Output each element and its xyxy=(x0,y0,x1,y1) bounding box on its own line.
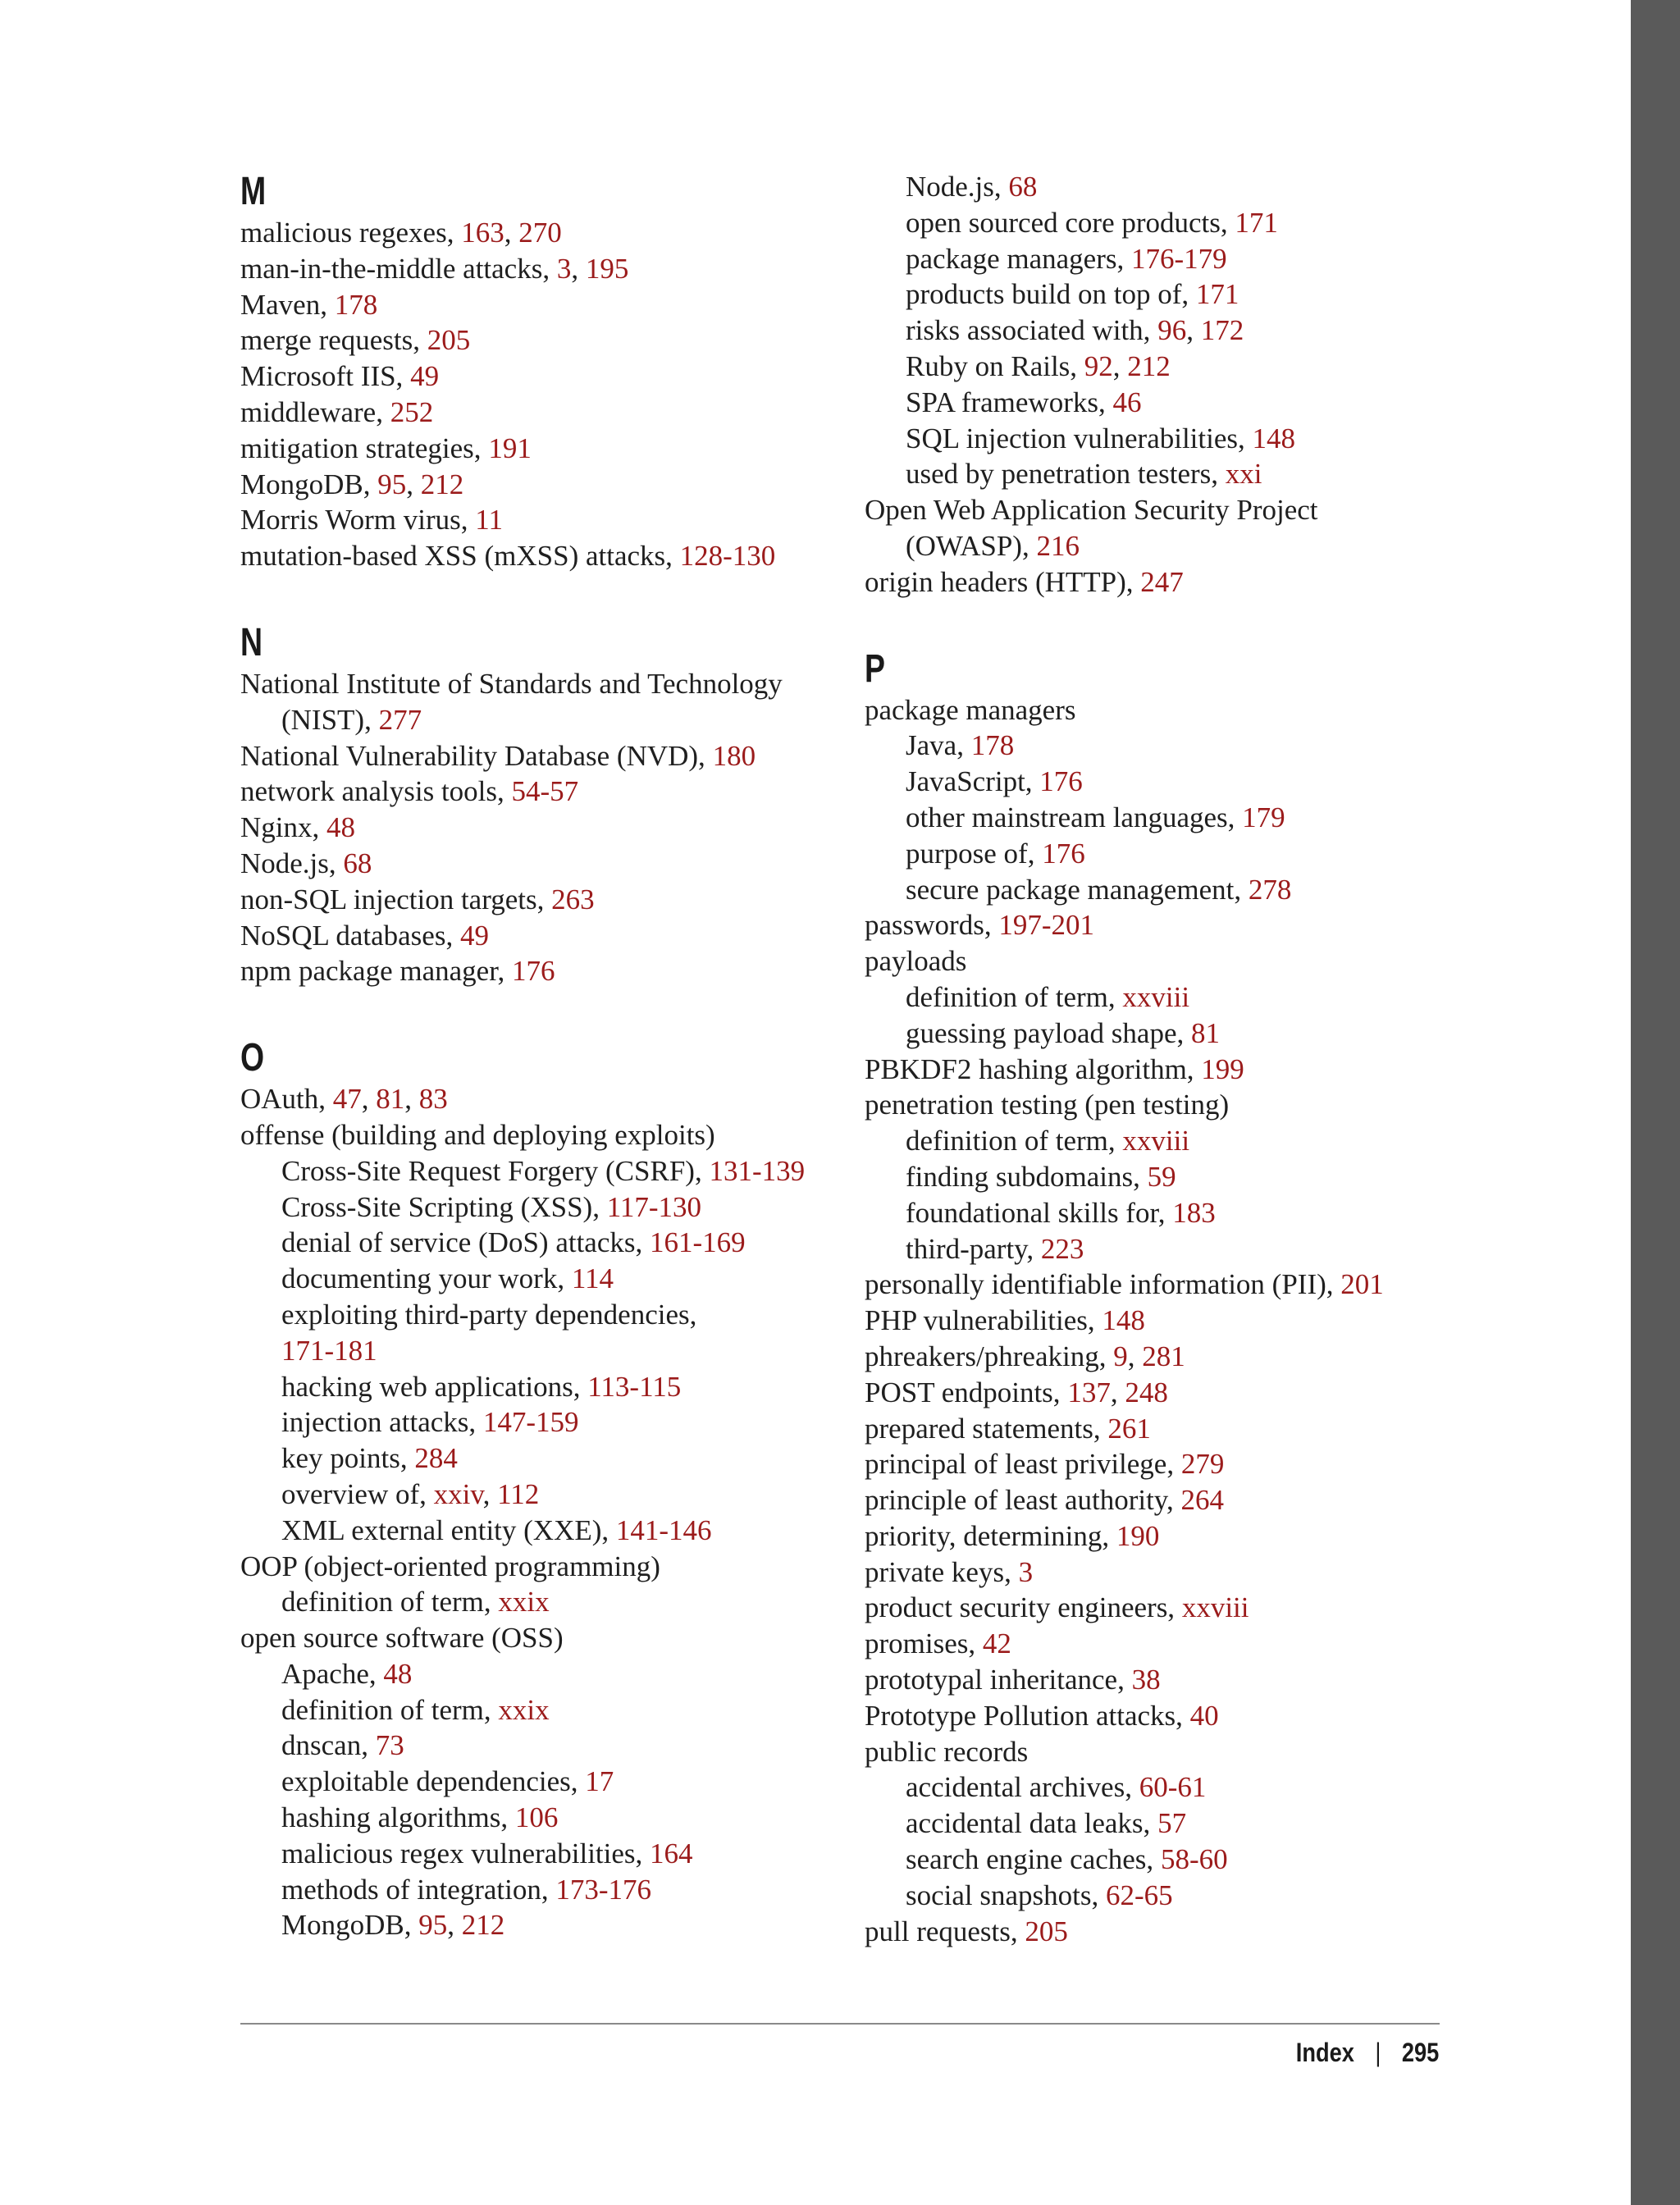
page-reference-link[interactable]: 81 xyxy=(376,1083,405,1116)
page-reference-link[interactable]: 270 xyxy=(518,217,562,249)
page-reference-link[interactable]: 60-61 xyxy=(1139,1771,1207,1804)
page-reference-link[interactable]: 264 xyxy=(1180,1484,1225,1517)
index-term: third-party, xyxy=(906,1232,1041,1265)
page-reference-link[interactable]: 176 xyxy=(1039,765,1083,798)
page-reference-link[interactable]: 161-169 xyxy=(650,1226,746,1259)
page-reference-link[interactable]: 40 xyxy=(1189,1699,1219,1732)
index-term: OOP (object-oriented programming) xyxy=(240,1550,660,1582)
index-entry xyxy=(865,1303,1603,1339)
page-reference-link[interactable]: 199 xyxy=(1201,1052,1244,1085)
index-subentry xyxy=(240,1800,847,1836)
index-subentry xyxy=(240,1440,847,1477)
index-column-left xyxy=(240,169,847,1943)
index-subentry xyxy=(240,1153,847,1189)
section-letter: O xyxy=(240,1036,265,1080)
page-reference-link[interactable]: xxiv xyxy=(433,1477,483,1510)
page-reference-link[interactable]: 68 xyxy=(1008,171,1038,203)
index-term: NoSQL databases, xyxy=(240,919,460,952)
page-reference-link[interactable]: 164 xyxy=(650,1837,693,1869)
page-reference-link[interactable]: 178 xyxy=(334,288,378,321)
page-reference-link[interactable]: 3 xyxy=(556,252,572,285)
index-term: promises, xyxy=(865,1628,983,1660)
index-subentry xyxy=(240,1728,847,1764)
index-entry xyxy=(240,502,847,538)
section-gap xyxy=(240,989,847,1035)
page-reference-link[interactable]: xxix xyxy=(498,1693,550,1726)
index-entry xyxy=(240,1549,847,1585)
index-entry xyxy=(865,1734,1603,1770)
index-subentry: risks associated with, 96, 172 xyxy=(906,314,1244,347)
page-reference-link[interactable]: 197-201 xyxy=(998,909,1094,942)
page-reference-link[interactable]: xxi xyxy=(1225,458,1262,491)
index-term: penetration testing (pen testing) xyxy=(865,1089,1230,1121)
page-reference-link[interactable]: 278 xyxy=(1248,873,1292,906)
index-subentry xyxy=(865,169,1603,205)
index-term: products build on top of, xyxy=(906,278,1196,311)
index-entry xyxy=(240,810,847,846)
page-reference-link[interactable]: 73 xyxy=(375,1729,404,1762)
page-reference-link[interactable]: 117-130 xyxy=(606,1190,702,1223)
page-reference-link[interactable]: 57 xyxy=(1157,1807,1187,1840)
page-reference-link[interactable]: xxix xyxy=(498,1586,550,1618)
index-subentry xyxy=(865,1806,1603,1842)
index-term: hacking web applications, xyxy=(281,1370,588,1403)
page-reference-link[interactable]: 281 xyxy=(1142,1340,1185,1372)
index-term: middleware, xyxy=(240,395,390,428)
index-entry xyxy=(240,774,847,810)
index-entry: man-in-the-middle attacks, 3, 195 xyxy=(240,252,629,285)
page-reference-link[interactable]: 83 xyxy=(418,1083,448,1116)
index-subentry xyxy=(865,1842,1603,1878)
index-entry xyxy=(865,1052,1603,1088)
index-term: overview of, xyxy=(281,1477,434,1510)
index-entry xyxy=(240,918,847,954)
index-entry xyxy=(865,943,1603,979)
index-term: accidental data leaks, xyxy=(906,1807,1158,1840)
index-term: Morris Worm virus, xyxy=(240,504,476,536)
index-term: POST endpoints, xyxy=(865,1376,1068,1408)
index-term: definition of term, xyxy=(906,980,1123,1013)
index-term: dnscan, xyxy=(281,1729,376,1762)
page-reference-link[interactable]: 176 xyxy=(511,955,555,988)
index-term: Cross-Site Request Forgery (CSRF), xyxy=(281,1154,710,1187)
page-edge-bar xyxy=(1631,0,1680,2205)
index-term: social snapshots, xyxy=(906,1879,1107,1911)
index-term: purpose of, xyxy=(906,837,1043,870)
index-subentry xyxy=(865,1195,1603,1231)
page-reference-link[interactable]: 11 xyxy=(475,504,503,536)
index-entry xyxy=(240,287,847,323)
index-entry xyxy=(865,1626,1603,1662)
index-entry xyxy=(240,882,847,918)
page-reference-link[interactable]: 92 xyxy=(1084,349,1113,382)
index-entry xyxy=(865,1482,1603,1518)
page-reference-link[interactable]: 95 xyxy=(377,468,407,500)
index-entry xyxy=(865,1554,1603,1591)
index-term: mitigation strategies, xyxy=(240,431,489,464)
page-reference-link[interactable]: 96 xyxy=(1157,314,1187,347)
index-term: non-SQL injection targets, xyxy=(240,883,552,915)
index-term: secure package management, xyxy=(906,873,1249,906)
index-entry xyxy=(865,1087,1603,1123)
footer-rule xyxy=(240,2023,1440,2025)
index-subentry xyxy=(240,1333,847,1369)
section-gap xyxy=(240,574,847,620)
index-term: National Institute of Standards and Technology xyxy=(240,667,783,700)
index-term: Java, xyxy=(906,729,971,762)
index-term: SQL injection vulnerabilities, xyxy=(906,422,1253,454)
index-term: guessing payload shape, xyxy=(906,1016,1191,1049)
index-term: key points, xyxy=(281,1442,415,1475)
index-term: National Vulnerability Database (NVD), xyxy=(240,739,713,772)
index-entry xyxy=(865,1518,1603,1554)
page-reference-link[interactable]: 171-181 xyxy=(281,1334,377,1367)
index-entry xyxy=(240,738,847,774)
page-reference-link[interactable]: 17 xyxy=(585,1765,614,1798)
page-reference-link[interactable]: 58-60 xyxy=(1160,1843,1228,1876)
index-subentry: Ruby on Rails, 92, 212 xyxy=(906,349,1171,382)
index-subentry xyxy=(240,1261,847,1297)
page-reference-link[interactable]: 147-159 xyxy=(482,1406,579,1439)
index-entry xyxy=(865,1446,1603,1482)
index-entry xyxy=(865,1698,1603,1734)
index-subentry xyxy=(865,764,1603,800)
index-term: PHP vulnerabilities, xyxy=(865,1304,1102,1337)
page-footer xyxy=(1296,2036,1439,2069)
index-subentry: MongoDB, 95, 212 xyxy=(281,1909,505,1942)
page-reference-link[interactable]: 277 xyxy=(378,703,422,736)
page-reference-link[interactable]: 176 xyxy=(1042,837,1085,870)
page-reference-link[interactable]: xxviii xyxy=(1181,1591,1249,1624)
page-reference-link[interactable]: 205 xyxy=(1025,1915,1068,1947)
index-entry xyxy=(865,1590,1603,1626)
index-subentry xyxy=(865,1159,1603,1195)
index-term: finding subdomains, xyxy=(906,1160,1148,1193)
index-subentry xyxy=(240,1656,847,1692)
index-term: principle of least authority, xyxy=(865,1484,1181,1517)
index-subentry xyxy=(240,1513,847,1549)
page-reference-link[interactable]: 106 xyxy=(514,1801,559,1834)
page-reference-link[interactable]: 113-115 xyxy=(587,1370,682,1403)
index-subentry xyxy=(240,702,847,738)
index-entry xyxy=(865,1411,1603,1447)
index-term: definition of term, xyxy=(906,1125,1123,1157)
index-term: Cross-Site Scripting (XSS), xyxy=(281,1190,607,1223)
index-term: PBKDF2 hashing algorithm, xyxy=(865,1052,1202,1085)
page-reference-link[interactable]: 112 xyxy=(497,1477,540,1510)
index-term: exploitable dependencies, xyxy=(281,1765,586,1798)
index-term: SPA frameworks, xyxy=(906,386,1113,418)
index-term: hashing algorithms, xyxy=(281,1801,515,1834)
page-reference-link[interactable]: 178 xyxy=(970,729,1015,762)
page-reference-link[interactable]: 190 xyxy=(1116,1519,1160,1552)
index-term: open sourced core products, xyxy=(906,206,1235,239)
index-column-right xyxy=(865,169,1603,1949)
index-term: public records xyxy=(865,1735,1029,1768)
index-term: exploiting third-party dependencies, xyxy=(281,1298,697,1331)
index-term: prepared statements, xyxy=(865,1412,1108,1445)
index-term: malicious regexes, xyxy=(240,217,462,249)
index-entry xyxy=(240,395,847,431)
index-term: principal of least privilege, xyxy=(865,1448,1181,1481)
index-entry xyxy=(865,492,1603,528)
index-subentry xyxy=(865,979,1603,1016)
index-entry xyxy=(240,666,847,702)
index-term: methods of integration, xyxy=(281,1873,556,1906)
page-reference-link[interactable]: 9 xyxy=(1113,1340,1128,1372)
index-entry xyxy=(240,1117,847,1153)
section-letter: P xyxy=(865,646,885,691)
index-term: priority, determining, xyxy=(865,1519,1116,1552)
page-reference-link[interactable]: 68 xyxy=(343,847,372,879)
index-term: JavaScript, xyxy=(906,765,1040,798)
index-subentry xyxy=(240,1369,847,1405)
page-reference-link[interactable]: 128-130 xyxy=(679,540,776,573)
index-subentry xyxy=(865,276,1603,313)
index-entry xyxy=(240,953,847,989)
page-reference-link[interactable]: 248 xyxy=(1125,1376,1168,1408)
index-subentry xyxy=(240,1836,847,1872)
page-reference-link[interactable]: 48 xyxy=(383,1657,413,1690)
index-entry xyxy=(865,1267,1603,1303)
index-entry: phreakers/phreaking, 9, 281 xyxy=(865,1340,1185,1372)
index-subentry xyxy=(865,1016,1603,1052)
index-entry xyxy=(240,358,847,395)
index-term: XML external entity (XXE), xyxy=(281,1513,616,1546)
page-reference-link[interactable]: 49 xyxy=(410,360,440,393)
page-reference-link[interactable]: 42 xyxy=(982,1628,1011,1660)
section-letter: N xyxy=(240,620,263,664)
page-reference-link[interactable]: 114 xyxy=(571,1262,614,1295)
index-subentry xyxy=(865,456,1603,492)
index-term: MongoDB, xyxy=(281,1909,419,1942)
index-subentry xyxy=(240,1764,847,1800)
index-subentry xyxy=(240,1404,847,1440)
index-entry: OAuth, 47, 81, 83 xyxy=(240,1083,448,1116)
index-term: npm package manager, xyxy=(240,955,512,988)
index-term: Node.js, xyxy=(240,847,344,879)
index-subentry xyxy=(240,1692,847,1728)
index-term: offense (building and deploying exploits) xyxy=(240,1118,715,1151)
index-term: risks associated with, xyxy=(906,314,1158,347)
footer-label: Index xyxy=(1295,2038,1354,2067)
index-subentry xyxy=(865,205,1603,241)
index-entry xyxy=(865,564,1603,600)
page-reference-link[interactable]: 247 xyxy=(1140,565,1184,598)
index-entry: malicious regexes, 163, 270 xyxy=(240,217,562,249)
page-reference-link[interactable]: 148 xyxy=(1252,422,1296,454)
page-reference-link[interactable]: 205 xyxy=(427,324,471,357)
index-subentry xyxy=(240,1297,847,1333)
index-term: package managers, xyxy=(906,242,1131,275)
index-entry xyxy=(865,1662,1603,1698)
index-term: definition of term, xyxy=(281,1693,499,1726)
page-reference-link[interactable]: 284 xyxy=(414,1442,458,1475)
index-subentry: overview of, xxiv, 112 xyxy=(281,1477,540,1510)
index-term: network analysis tools, xyxy=(240,775,512,808)
index-subentry xyxy=(865,1878,1603,1914)
index-term: Maven, xyxy=(240,288,335,321)
index-term: Node.js, xyxy=(906,171,1009,203)
index-term: used by penetration testers, xyxy=(906,458,1226,491)
page-reference-link[interactable]: 54-57 xyxy=(511,775,579,808)
index-term: Apache, xyxy=(281,1657,384,1690)
index-entry: MongoDB, 95, 212 xyxy=(240,468,464,500)
index-term: (OWASP), xyxy=(906,529,1037,562)
page-reference-link[interactable]: 137 xyxy=(1067,1376,1111,1408)
index-term: accidental archives, xyxy=(906,1771,1139,1804)
page-reference-link[interactable]: 172 xyxy=(1200,314,1244,347)
page-reference-link[interactable]: 46 xyxy=(1112,386,1142,418)
index-term: Prototype Pollution attacks, xyxy=(865,1699,1190,1732)
index-term: prototypal inheritance, xyxy=(865,1664,1132,1696)
index-term: pull requests, xyxy=(865,1915,1025,1947)
index-entry xyxy=(865,692,1603,728)
footer-separator: | xyxy=(1375,2038,1381,2067)
section-gap xyxy=(865,600,1603,646)
index-term: Nginx, xyxy=(240,811,326,844)
index-term: origin headers (HTTP), xyxy=(865,565,1141,598)
index-subentry xyxy=(865,728,1603,764)
page-reference-link[interactable]: xxviii xyxy=(1122,1125,1190,1157)
page-reference-link[interactable]: 163 xyxy=(461,217,504,249)
index-subentry xyxy=(865,1123,1603,1159)
index-term: injection attacks, xyxy=(281,1406,483,1439)
page-reference-link[interactable]: 131-139 xyxy=(709,1154,806,1187)
index-term: MongoDB, xyxy=(240,468,378,500)
page-reference-link[interactable]: 3 xyxy=(1018,1555,1034,1588)
index-term: OAuth, xyxy=(240,1083,333,1116)
index-entry xyxy=(240,322,847,358)
page-reference-link[interactable]: 49 xyxy=(459,919,489,952)
index-term: Open Web Application Security Project xyxy=(865,494,1318,527)
page-reference-link[interactable]: 95 xyxy=(418,1909,448,1942)
index-subentry xyxy=(865,241,1603,277)
page-reference-link[interactable]: 279 xyxy=(1180,1448,1225,1481)
index-entry xyxy=(865,907,1603,943)
index-term: mutation-based XSS (mXSS) attacks, xyxy=(240,540,680,573)
page-reference-link[interactable]: 148 xyxy=(1102,1304,1145,1337)
index-subentry xyxy=(865,836,1603,872)
page-reference-link[interactable]: 212 xyxy=(461,1909,505,1942)
index-term: foundational skills for, xyxy=(906,1196,1173,1229)
page-reference-link[interactable]: 47 xyxy=(332,1083,362,1116)
page-reference-link[interactable]: 179 xyxy=(1242,801,1285,833)
index-subentry xyxy=(865,800,1603,836)
index-term: open source software (OSS) xyxy=(240,1622,564,1655)
index-term: malicious regex vulnerabilities, xyxy=(281,1837,651,1869)
page-reference-link[interactable]: 141-146 xyxy=(615,1513,712,1546)
index-subentry xyxy=(865,385,1603,421)
index-subentry xyxy=(865,528,1603,564)
page-reference-link[interactable]: 173-176 xyxy=(555,1873,652,1906)
index-term: product security engineers, xyxy=(865,1591,1182,1624)
index-subentry xyxy=(865,1231,1603,1267)
page-reference-link[interactable]: 216 xyxy=(1036,529,1080,562)
index-entry xyxy=(865,1914,1603,1950)
index-term: Microsoft IIS, xyxy=(240,360,411,393)
page-reference-link[interactable]: 171 xyxy=(1235,206,1278,239)
index-term: phreakers/phreaking, xyxy=(865,1340,1114,1372)
page-reference-link[interactable]: 201 xyxy=(1340,1268,1384,1301)
page-reference-link[interactable]: 62-65 xyxy=(1106,1879,1173,1911)
index-term: merge requests, xyxy=(240,324,427,357)
index-subentry xyxy=(240,1225,847,1261)
index-term: denial of service (DoS) attacks, xyxy=(281,1226,651,1259)
page-number: 295 xyxy=(1401,2038,1439,2067)
index-term: (NIST), xyxy=(281,703,379,736)
index-entry: POST endpoints, 137, 248 xyxy=(865,1376,1168,1408)
index-entry xyxy=(240,846,847,882)
index-term: payloads xyxy=(865,945,967,978)
page-reference-link[interactable]: 176-179 xyxy=(1131,242,1227,275)
page-reference-link[interactable]: 212 xyxy=(1127,349,1171,382)
index-term: package managers xyxy=(865,693,1076,726)
index-term: Ruby on Rails, xyxy=(906,349,1084,382)
page-reference-link[interactable]: 191 xyxy=(488,431,532,464)
index-term: passwords, xyxy=(865,909,999,942)
page-reference-link[interactable]: 180 xyxy=(712,739,756,772)
index-term: definition of term, xyxy=(281,1586,499,1618)
page-reference-link[interactable]: 252 xyxy=(390,395,434,428)
page-reference-link[interactable]: 263 xyxy=(551,883,595,915)
index-subentry xyxy=(240,1872,847,1908)
index-term: other mainstream languages, xyxy=(906,801,1243,833)
page-reference-link[interactable]: 195 xyxy=(585,252,629,285)
page-reference-link[interactable]: 171 xyxy=(1195,278,1239,311)
section-letter: M xyxy=(240,170,267,213)
index-term: documenting your work, xyxy=(281,1262,572,1295)
index-subentry xyxy=(865,1769,1603,1806)
index-term: private keys, xyxy=(865,1555,1019,1588)
index-term: personally identifiable information (PII), xyxy=(865,1268,1341,1301)
page-reference-link[interactable]: 183 xyxy=(1172,1196,1216,1229)
page-reference-link[interactable]: 261 xyxy=(1107,1412,1151,1445)
page-reference-link[interactable]: 81 xyxy=(1190,1016,1220,1049)
index-subentry xyxy=(865,421,1603,457)
page-reference-link[interactable]: 212 xyxy=(420,468,464,500)
index-entry xyxy=(240,538,847,574)
index-subentry xyxy=(240,1189,847,1226)
index-entry xyxy=(240,1620,847,1656)
page-reference-link[interactable]: 223 xyxy=(1040,1232,1084,1265)
page-reference-link[interactable]: 48 xyxy=(326,811,355,844)
page-reference-link[interactable]: 59 xyxy=(1147,1160,1176,1193)
index-subentry xyxy=(865,872,1603,908)
index-subentry xyxy=(240,1584,847,1620)
page-reference-link[interactable]: xxviii xyxy=(1122,980,1190,1013)
page-reference-link[interactable]: 38 xyxy=(1131,1664,1161,1696)
index-term: search engine caches, xyxy=(906,1843,1161,1876)
index-term: man-in-the-middle attacks, xyxy=(240,252,557,285)
index-entry xyxy=(240,431,847,467)
